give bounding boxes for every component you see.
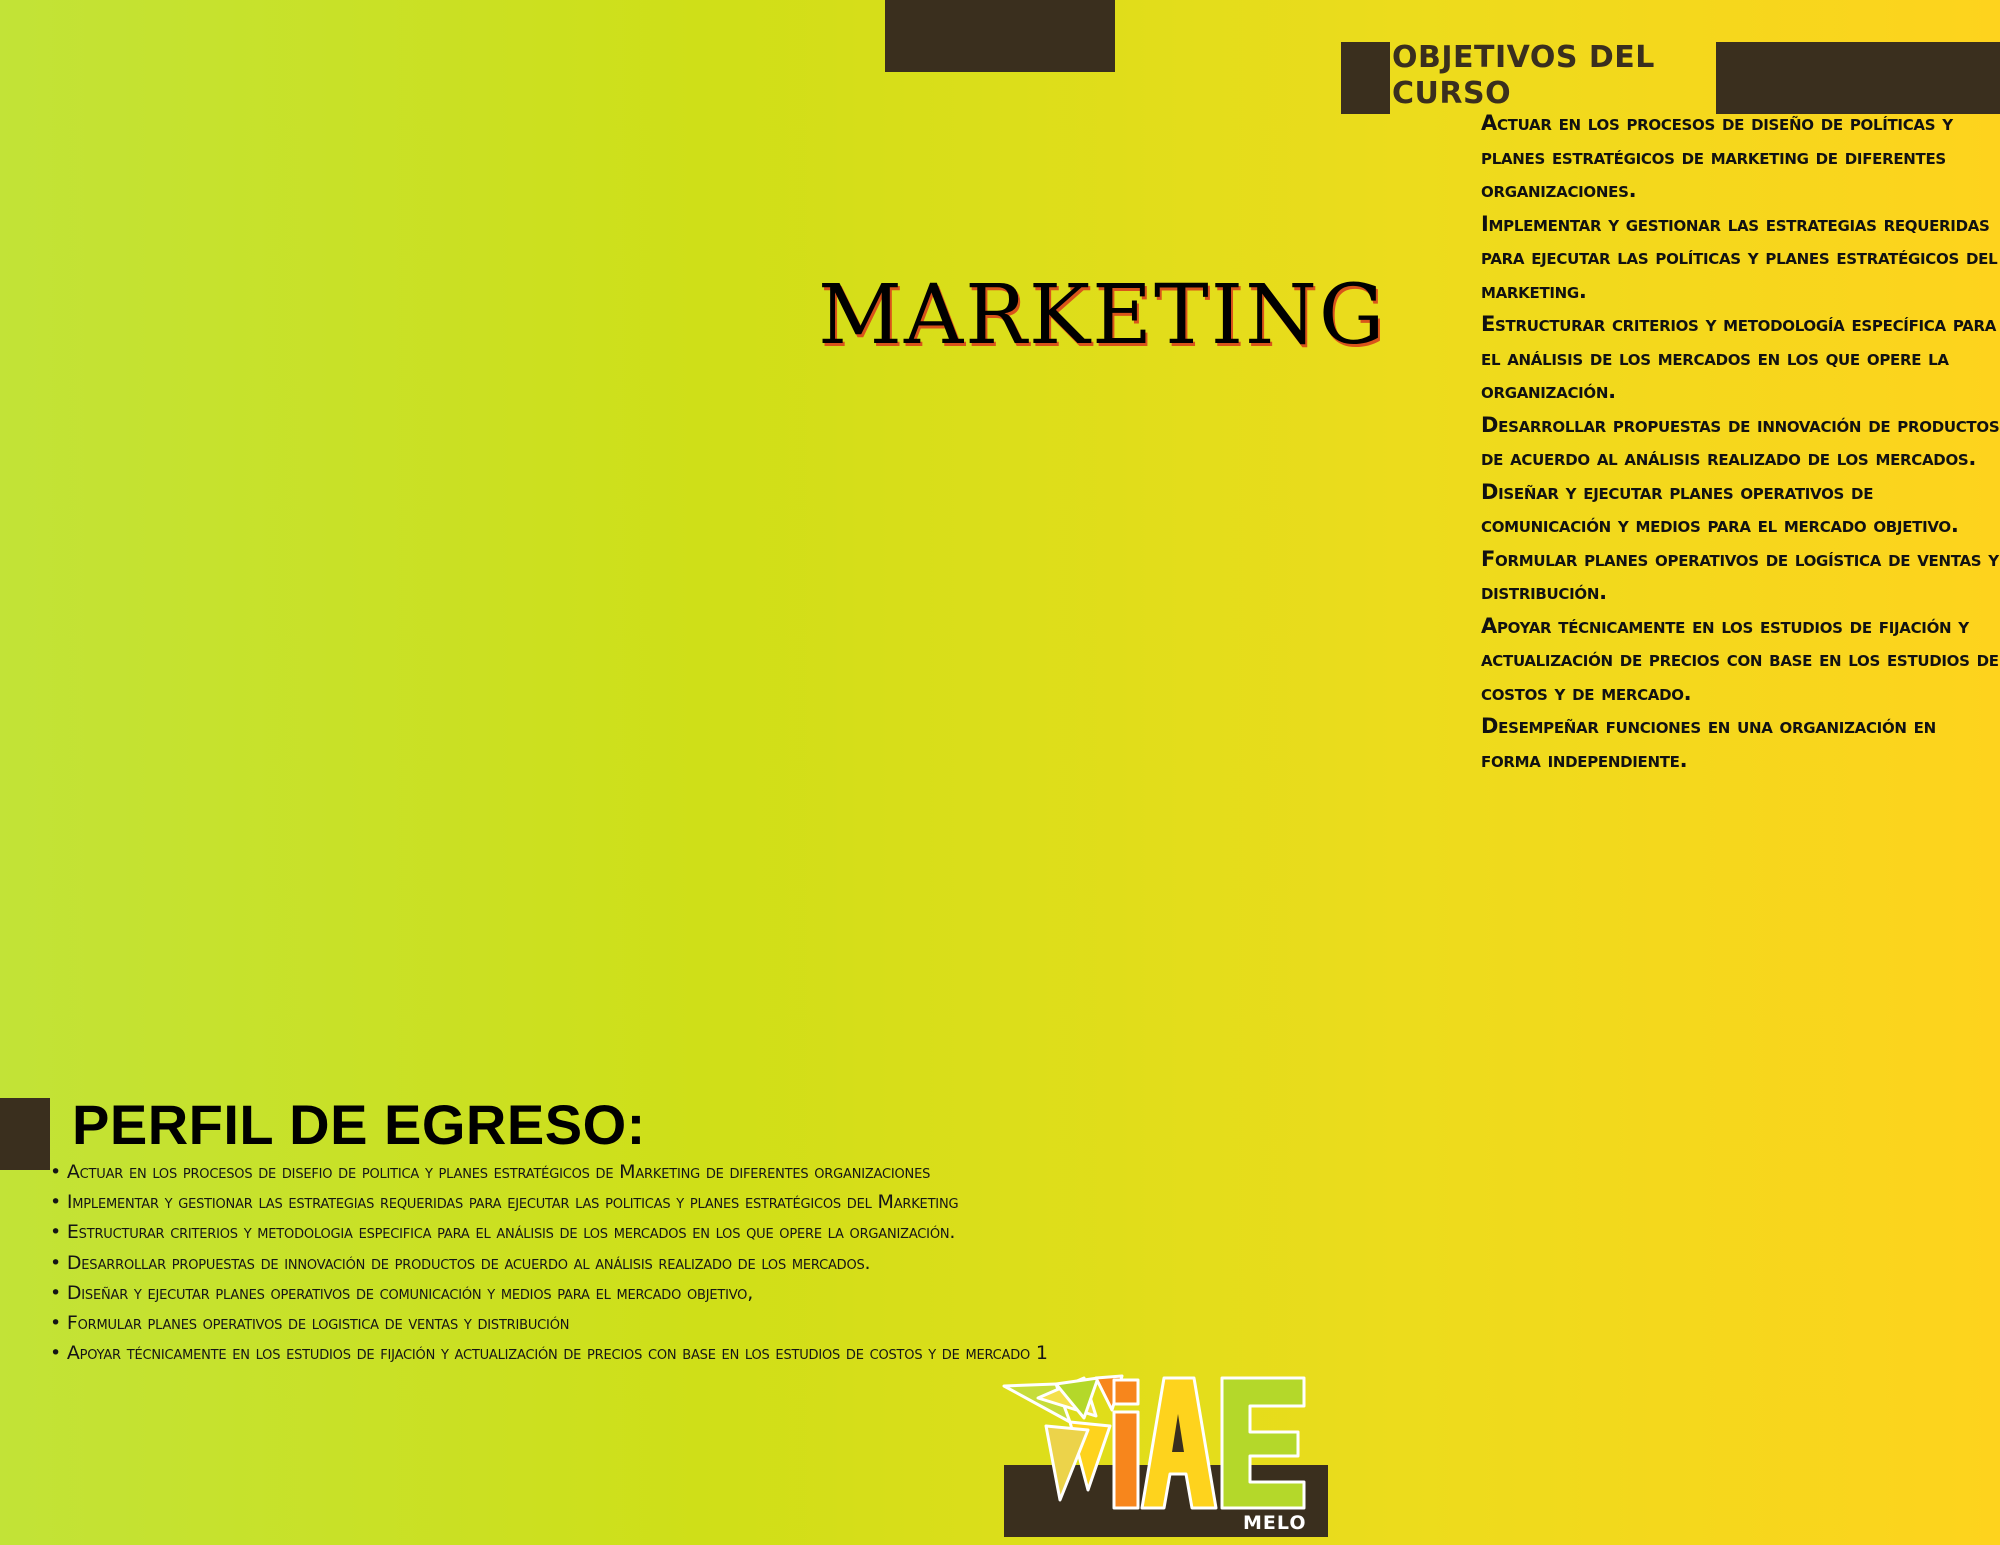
objetivo-item: Formular planes operativos de logística de ventas y distribución. bbox=[1481, 546, 1999, 604]
perfil-item: • Apoyar técnicamente en los estudios de fijación y actualización de precios con base en los estudios de costos y de mercado 1 bbox=[50, 1338, 1050, 1368]
objetivos-heading-accent-left bbox=[1341, 42, 1390, 114]
logo-subtext: MELO bbox=[1243, 1512, 1307, 1534]
objetivo-item: Desarrollar propuestas de innovación de productos de acuerdo al análisis realizado de los mercados. bbox=[1481, 412, 2000, 470]
perfil-heading-accent bbox=[0, 1098, 50, 1170]
logo-letter-e bbox=[1222, 1378, 1304, 1508]
perfil-item: • Implementar y gestionar las estrategias requeridas para ejecutar las politicas y planes estratégicos del Marketing bbox=[50, 1187, 1050, 1217]
objetivo-item: Implementar y gestionar las estrategias requeridas para ejecutar las políticas y planes estratégicos del marketing. bbox=[1481, 211, 1998, 303]
perfil-item: • Estructurar criterios y metodologia especifica para el análisis de los mercados en los que opere la organización. bbox=[50, 1217, 1050, 1247]
objetivos-heading: OBJETIVOS DEL CURSO bbox=[1392, 40, 1655, 111]
perfil-item: • Actuar en los procesos de disefio de politica y planes estratégicos de Marketing de diferentes organizaciones bbox=[50, 1157, 1050, 1187]
perfil-item: • Formular planes operativos de logistica de ventas y distribución bbox=[50, 1308, 1050, 1338]
perfil-list bbox=[50, 1157, 1050, 1368]
origami-bird-icon bbox=[1004, 1376, 1122, 1500]
objetivo-item: Actuar en los procesos de diseño de políticas y planes estratégicos de marketing de diferentes organizaciones. bbox=[1481, 111, 1953, 202]
perfil-item: • Desarrollar propuestas de innovación de productos de acuerdo al análisis realizado de los mercados. bbox=[50, 1248, 1050, 1278]
objetivo-item: Estructurar criterios y metodología específica para el análisis de los mercados en los que opere la organización. bbox=[1481, 312, 1997, 403]
perfil-item: • Diseñar y ejecutar planes operativos de comunicación y medios para el mercado objetivo, bbox=[50, 1278, 1050, 1308]
logo-letter-i bbox=[1114, 1380, 1138, 1508]
objetivo-item: Diseñar y ejecutar planes operativos de comunicación y medios para el mercado objetivo. bbox=[1481, 479, 1959, 537]
top-decorative-bar bbox=[885, 0, 1115, 72]
objetivos-heading-accent-right bbox=[1716, 42, 2000, 114]
objetivos-list bbox=[1481, 107, 2000, 777]
page-title: MARKETING bbox=[818, 268, 1387, 363]
objetivo-item: Apoyar técnicamente en los estudios de fijación y actualización de precios con base en los estudios de costos y de mercado. bbox=[1481, 613, 1999, 705]
perfil-heading: PERFIL DE EGRESO: bbox=[72, 1093, 646, 1156]
objetivo-item: Desempeñar funciones en una organización en forma independiente. bbox=[1481, 714, 1936, 772]
